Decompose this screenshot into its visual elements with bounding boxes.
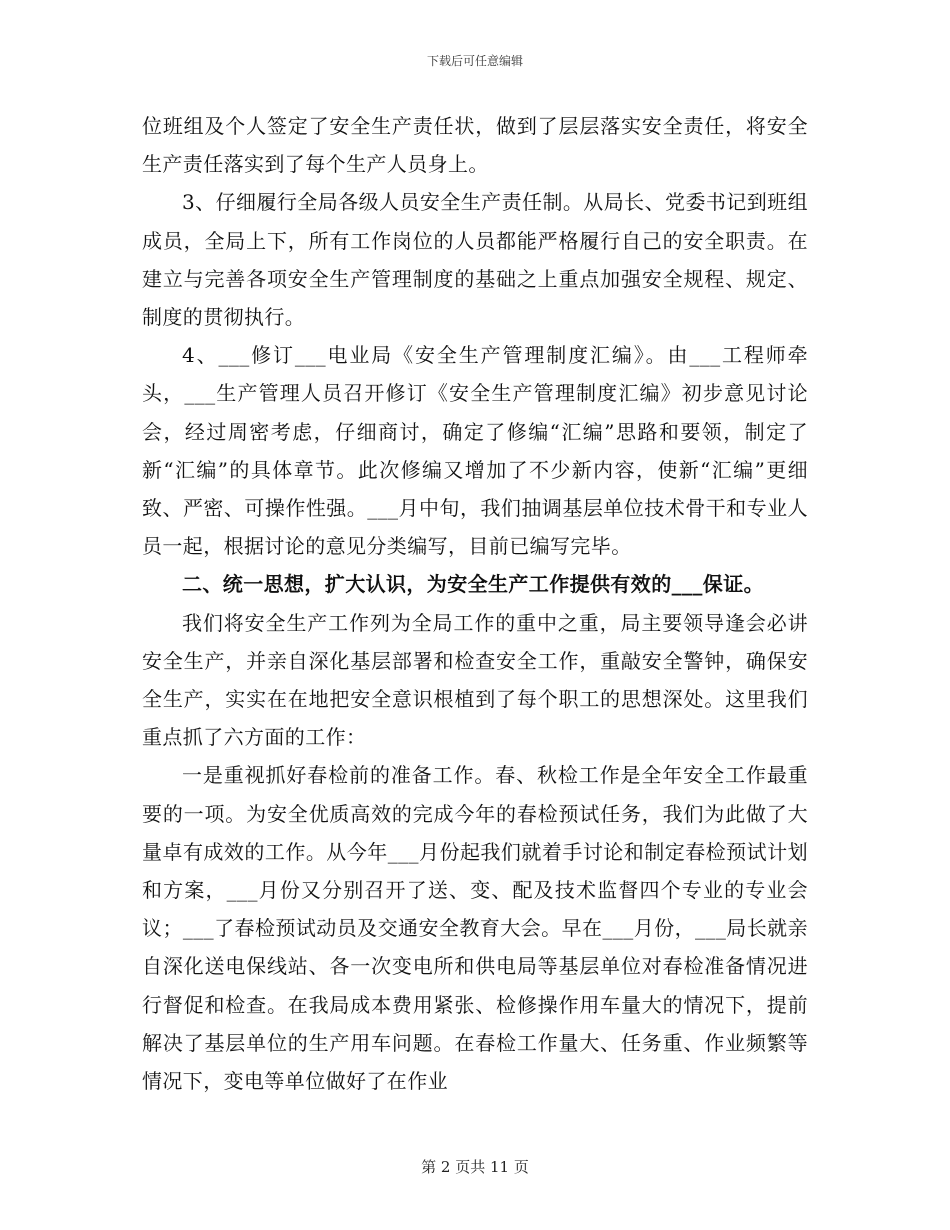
paragraph-item-4: 4、___修订___电业局《安全生产管理制度汇编》。由___工程师牵头，___生产管理人员召开修订《安全生产管理制度汇编》初步意见讨论会，经过周密考虑，仔细商讨，确定了修编“汇编”思路和要领，制定了新“汇编”的具体章节。此次修编又增加了不少新内容，使新“汇编”更细致、严密、可操作性强。___月中旬，我们抽调基层单位技术骨干和专业人员一起，根据讨论的意见分类编写，目前已编写完毕。	[142, 343, 808, 559]
paragraph-item-3: 3、仔细履行全局各级人员安全生产责任制。从局长、党委书记到班组成员，全局上下，所有工作岗位的人员都能严格履行自己的安全职责。在建立与完善各项安全生产管理制度的基础之上重点加强安全规程、规定、制度的贯彻执行。	[142, 190, 808, 330]
document-body	[142, 107, 808, 1100]
section-heading-2: 二、统一思想，扩大认识，为安全生产工作提供有效的___保证。	[182, 572, 764, 597]
page-footer: 第 2 页共 11 页	[421, 1158, 529, 1176]
paragraph-continuation: 位班组及个人签定了安全生产责任状，做到了层层落实安全责任，将安全生产责任落实到了每个生产人员身上。	[142, 114, 808, 177]
paragraph-point-1: 一是重视抓好春检前的准备工作。春、秋检工作是全年安全工作最重要的一项。为安全优质高效的完成今年的春检预试任务，我们为此做了大量卓有成效的工作。从今年___月份起我们就着手讨论和制定春检预试计划和方案，___月份又分别召开了送、变、配及技术监督四个专业的专业会议；___了春检预试动员及交通安全教育大会。早在___月份，___局长就亲自深化送电保线站、各一次变电所和供电局等基层单位对春检准备情况进行督促和检查。在我局成本费用紧张、检修操作用车量大的情况下，提前解决了基层单位的生产用车问题。在春检工作量大、任务重、作业频繁等情况下，变电等单位做好了在作业	[142, 763, 808, 1094]
paragraph-section-intro: 我们将安全生产工作列为全局工作的重中之重，局主要领导逢会必讲安全生产，并亲自深化基层部署和检查安全工作，重敲安全警钟，确保安全生产，实实在在地把安全意识根植到了每个职工的思想深处。这里我们重点抓了六方面的工作：	[142, 610, 808, 750]
page-header: 下载后可任意编辑	[426, 54, 523, 68]
